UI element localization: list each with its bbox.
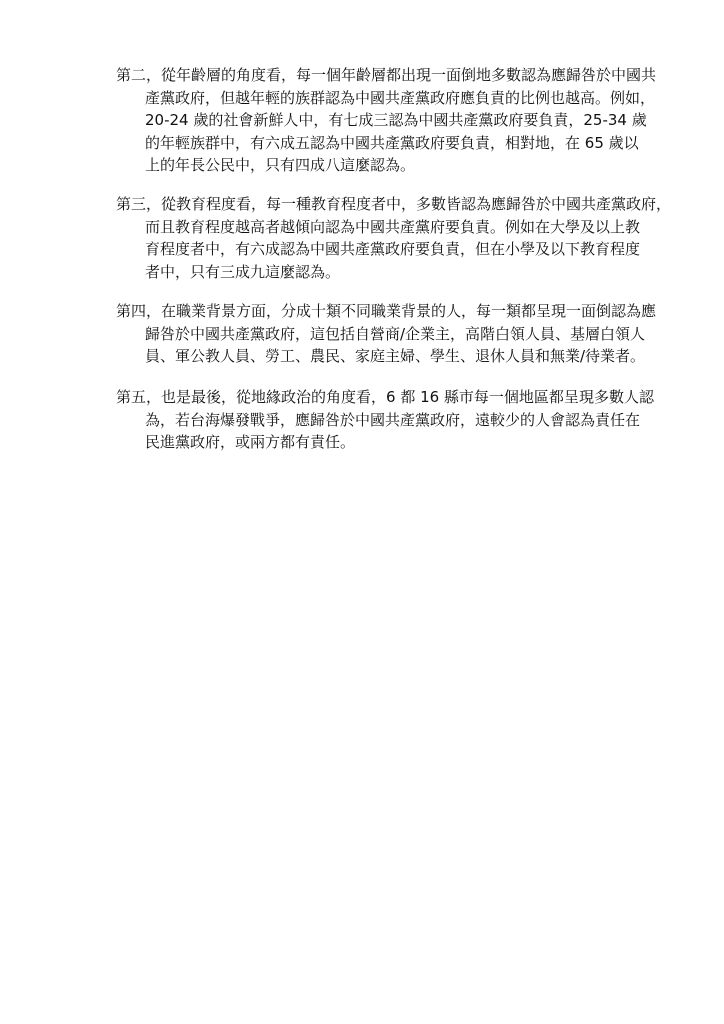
paragraph-line: 第五，也是最後，從地緣政治的角度看，6 都 16 縣市每一個地區都呈現多數人認	[116, 388, 654, 406]
paragraph-line: 產黨政府，但越年輕的族群認為中國共產黨政府應負責的比例也越高。例如，	[145, 88, 656, 107]
paragraph-line: 第三，從教育程度看，每一種教育程度者中，多數皆認為應歸咎於中國共產黨政府，	[116, 195, 672, 213]
paragraph-line: 歸咎於中國共產黨政府，這包括自營商/企業主，高階白領人員、基層白領人	[145, 324, 646, 343]
paragraph-line: 而且教育程度越高者越傾向認為中國共產黨府要負責。例如在大學及以上教	[145, 217, 641, 236]
paragraph-line: 第二，從年齡層的角度看，每一個年齡層都出現一面倒地多數認為應歸咎於中國共	[116, 66, 657, 84]
paragraph-line: 為，若台海爆發戰爭，應歸咎於中國共產黨政府，遠較少的人會認為責任在	[145, 410, 641, 429]
paragraph-line: 第四，在職業背景方面，分成十類不同職業背景的人，每一類都呈現一面倒認為應	[116, 302, 657, 320]
paragraph-line: 民進黨政府，或兩方都有責任。	[145, 433, 356, 451]
paragraph-geopolitics	[116, 386, 654, 454]
paragraph-age-group	[116, 64, 657, 177]
paragraph-line: 20-24 歲的社會新鮮人中，有七成三認為中國共產黨政府要負責，25-34 歲	[145, 111, 647, 129]
paragraph-line: 員、軍公教人員、勞工、農民、家庭主婦、學生、退休人員和無業/待業者。	[145, 347, 646, 365]
paragraph-line: 者中，只有三成九這麼認為。	[145, 262, 341, 281]
paragraph-line: 育程度者中，有六成認為中國共產黨政府要負責，但在小學及以下教育程度	[145, 240, 641, 258]
paragraph-occupation	[116, 300, 657, 368]
paragraph-line: 的年輕族群中，有六成五認為中國共產黨政府要負責，相對地，在 65 歲以	[145, 133, 639, 152]
paragraph-line: 上的年長公民中，只有四成八這麼認為。	[145, 156, 416, 174]
paragraph-education	[116, 193, 672, 283]
